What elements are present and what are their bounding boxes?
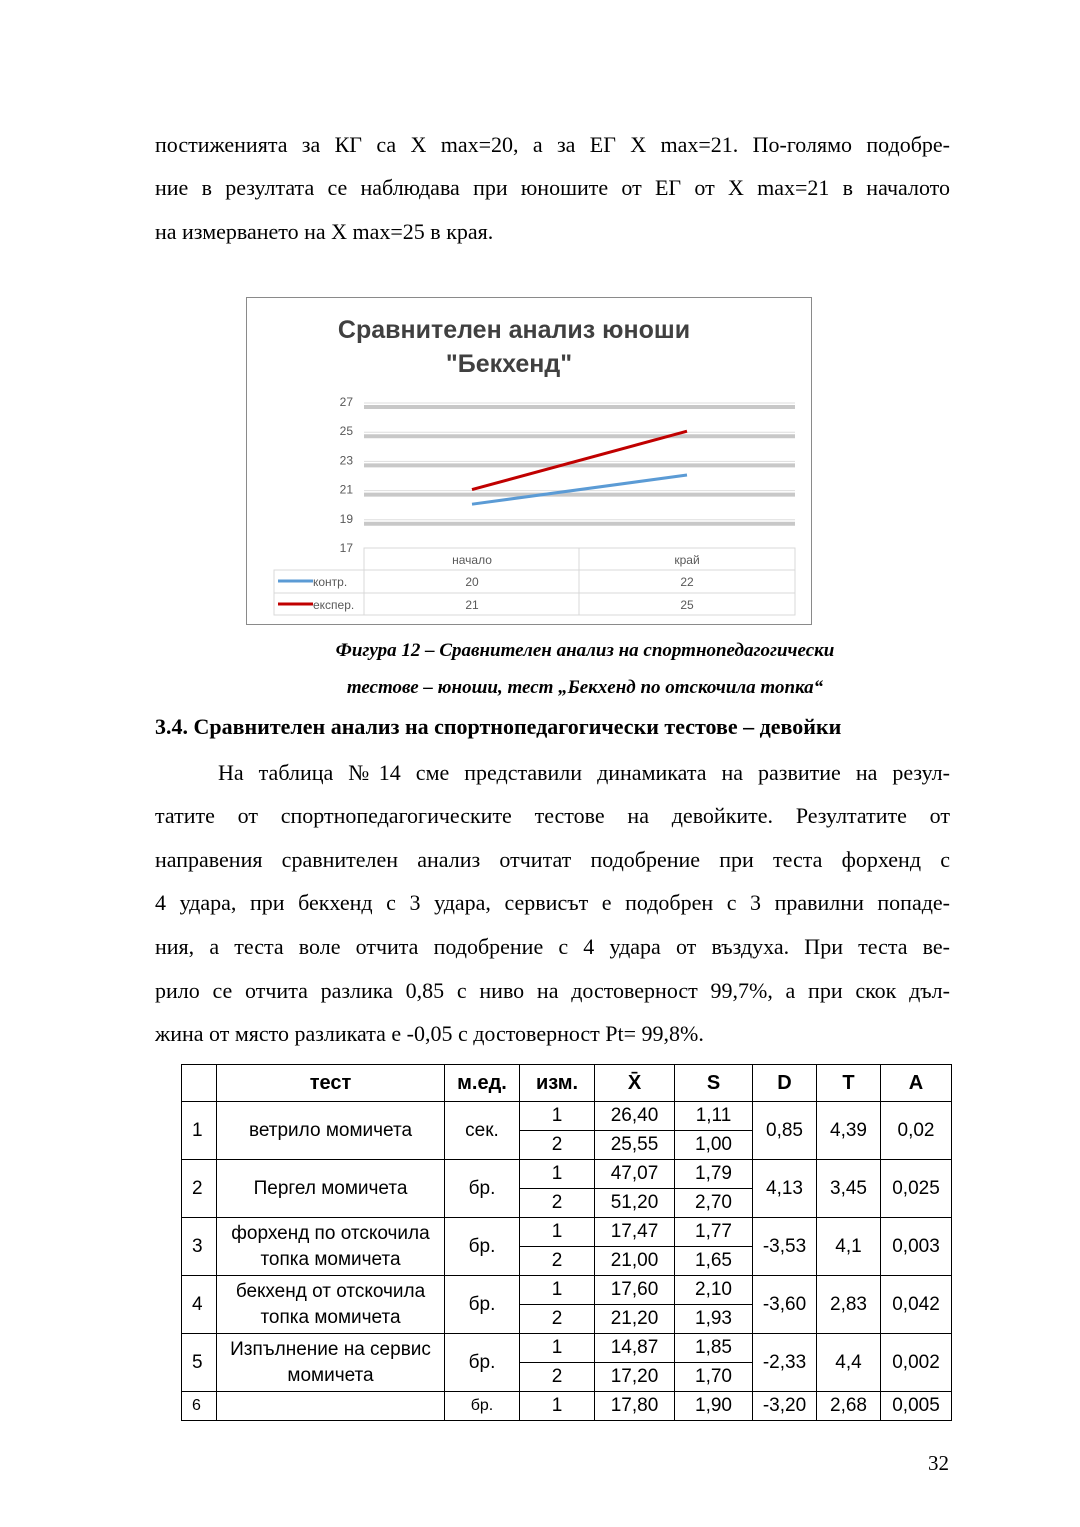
table-row — [182, 1276, 952, 1305]
paragraph-line: постиженията за КГ са X max=20, а за ЕГ X max=21. По-голямо подобре- — [155, 132, 950, 157]
cell-measure: 26,40 — [595, 1102, 675, 1131]
figure-caption-line-1: Фигура 12 – Сравнителен анализ на спортнопедагогически — [335, 640, 835, 661]
cell-measure: 51,20 — [595, 1189, 675, 1218]
cell-measure: 1,65 — [675, 1247, 753, 1276]
section-heading: 3.4. Сравнителен анализ на спортнопедагогически тестове – девойки — [155, 714, 842, 739]
cell-unit: бр. — [445, 1218, 520, 1276]
column-header: D — [753, 1065, 817, 1102]
table-row — [182, 1160, 952, 1189]
column-header: A — [881, 1065, 952, 1102]
y-tick-label: 17 — [339, 541, 353, 555]
cell-measure: 21,20 — [595, 1305, 675, 1334]
column-header: T — [817, 1065, 881, 1102]
cell-test: Изпълнение на сервис момичета — [217, 1334, 445, 1392]
paragraph-line: ние в резултата се наблюдава при юношите от ЕГ от X max=21 в началото — [155, 175, 950, 200]
cell-measure: 25,55 — [595, 1131, 675, 1160]
cell-measure: 1,11 — [675, 1102, 753, 1131]
y-tick-label: 21 — [339, 482, 353, 497]
category-label: край — [674, 553, 700, 567]
cell-measure: 2 — [520, 1247, 595, 1276]
cell-test: ветрило момичета — [217, 1102, 445, 1160]
cell-unit: бр. — [445, 1160, 520, 1218]
cell-D: -3,53 — [753, 1218, 817, 1276]
y-tick-label: 23 — [339, 453, 353, 468]
cell-T: 4,39 — [817, 1102, 881, 1160]
cell-measure: 1 — [520, 1218, 595, 1247]
cell-n: 6 — [182, 1392, 217, 1421]
cell-measure: 47,07 — [595, 1160, 675, 1189]
cell-measure: 2,10 — [675, 1276, 753, 1305]
cell-measure: 2 — [520, 1189, 595, 1218]
cell-T: 2,83 — [817, 1276, 881, 1334]
cell-measure: 1 — [520, 1392, 595, 1421]
cell-n: 2 — [182, 1160, 217, 1218]
cell-measure: 17,20 — [595, 1363, 675, 1392]
cell-unit: бр. — [445, 1334, 520, 1392]
cell-A: 0,042 — [881, 1276, 952, 1334]
figure-caption-line-2: тестове – юноши, тест „Бекхенд по отскочила топка“ — [346, 677, 824, 698]
column-header — [182, 1065, 217, 1102]
paragraph-line: На таблица №14 сме представили динамиката на развитие на резул- — [218, 760, 950, 785]
cell-unit: бр. — [445, 1392, 520, 1421]
column-header: тест — [217, 1065, 445, 1102]
data-value: 22 — [680, 575, 694, 589]
cell-measure: 1 — [520, 1102, 595, 1131]
cell-measure: 1,79 — [675, 1160, 753, 1189]
column-header: S — [675, 1065, 753, 1102]
cell-T: 3,45 — [817, 1160, 881, 1218]
cell-D: -3,20 — [753, 1392, 817, 1421]
paragraph-line: ния, а теста воле отчита подобрение с 4 удара от въздуха. При теста ве- — [155, 934, 950, 959]
table-row — [182, 1218, 952, 1247]
page-number: 32 — [928, 1451, 949, 1475]
cell-D: -3,60 — [753, 1276, 817, 1334]
legend-label: контр. — [313, 575, 348, 589]
cell-measure: 17,60 — [595, 1276, 675, 1305]
cell-test: форхенд по отскочила топка момичета — [217, 1218, 445, 1276]
cell-A: 0,002 — [881, 1334, 952, 1392]
cell-test: Пергел момичета — [217, 1160, 445, 1218]
cell-measure: 2 — [520, 1131, 595, 1160]
cell-measure: 1,93 — [675, 1305, 753, 1334]
column-header: м.ед. — [445, 1065, 520, 1102]
cell-test — [217, 1392, 445, 1421]
cell-A: 0,025 — [881, 1160, 952, 1218]
table-row — [182, 1102, 952, 1131]
cell-D: 4,13 — [753, 1160, 817, 1218]
cell-measure: 21,00 — [595, 1247, 675, 1276]
cell-measure: 1 — [520, 1276, 595, 1305]
cell-n: 3 — [182, 1218, 217, 1276]
y-tick-label: 27 — [339, 395, 353, 409]
cell-A: 0,005 — [881, 1392, 952, 1421]
cell-T: 2,68 — [817, 1392, 881, 1421]
cell-measure: 2,70 — [675, 1189, 753, 1218]
paragraph-line: направения сравнителен анализ отчитат подобрение при теста форхенд с — [155, 847, 950, 872]
cell-measure: 1 — [520, 1334, 595, 1363]
data-value: 25 — [680, 598, 694, 612]
cell-measure: 1,00 — [675, 1131, 753, 1160]
cell-n: 1 — [182, 1102, 217, 1160]
paragraph-line: татите от спортнопедагогическите тестове на девойките. Резултатите от — [155, 803, 950, 828]
column-header: изм. — [520, 1065, 595, 1102]
column-header: X̄ — [595, 1065, 675, 1102]
cell-n: 5 — [182, 1334, 217, 1392]
paragraph-line: на измерването на X max=25 в края. — [155, 219, 494, 244]
cell-unit: бр. — [445, 1276, 520, 1334]
cell-measure: 17,47 — [595, 1218, 675, 1247]
cell-measure: 14,87 — [595, 1334, 675, 1363]
cell-measure: 1,85 — [675, 1334, 753, 1363]
y-tick-label: 25 — [339, 424, 353, 439]
chart-title: Сравнителен анализ юноши — [337, 316, 691, 344]
cell-A: 0,02 — [881, 1102, 952, 1160]
cell-measure: 1,70 — [675, 1363, 753, 1392]
y-tick-label: 19 — [339, 511, 353, 526]
data-value: 20 — [465, 575, 479, 589]
paragraph-line: жина от място разликата е -0,05 с достоверност Pt= 99,8%. — [155, 1021, 704, 1046]
cell-D: 0,85 — [753, 1102, 817, 1160]
data-value: 21 — [465, 598, 479, 612]
cell-T: 4,1 — [817, 1218, 881, 1276]
table-row — [182, 1334, 952, 1363]
cell-test: бекхенд от отскочила топка момичета — [217, 1276, 445, 1334]
cell-measure: 2 — [520, 1363, 595, 1392]
paragraph-line: 4 удара, при бекхенд с 3 удара, сервисът е подобрен с 3 правилни попаде- — [155, 890, 950, 915]
cell-measure: 1,90 — [675, 1392, 753, 1421]
paragraph-line: рило се отчита разлика 0,85 с ниво на достоверност 99,7%, а при скок дъл- — [155, 978, 950, 1003]
cell-measure: 2 — [520, 1305, 595, 1334]
cell-n: 4 — [182, 1276, 217, 1334]
cell-D: -2,33 — [753, 1334, 817, 1392]
cell-unit: сек. — [445, 1102, 520, 1160]
category-label: начало — [452, 553, 492, 567]
cell-measure: 1,77 — [675, 1218, 753, 1247]
results-table — [181, 1064, 952, 1421]
line-chart — [246, 297, 812, 625]
cell-measure: 1 — [520, 1160, 595, 1189]
chart-title: "Бекхенд" — [445, 350, 573, 378]
table-row — [182, 1392, 952, 1421]
cell-T: 4,4 — [817, 1334, 881, 1392]
legend-label: експер. — [313, 598, 355, 612]
cell-measure: 17,80 — [595, 1392, 675, 1421]
cell-A: 0,003 — [881, 1218, 952, 1276]
